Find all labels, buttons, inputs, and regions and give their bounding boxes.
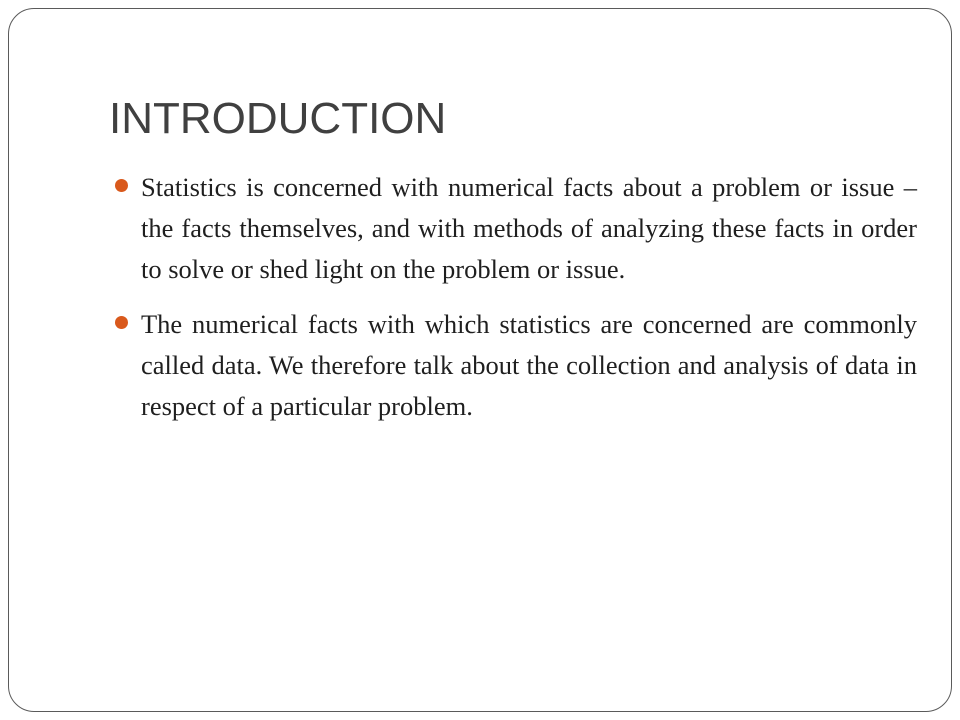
- slide-title: INTRODUCTION: [109, 94, 447, 143]
- bullet-dot-icon: [115, 316, 128, 329]
- bullet-dot-icon: [115, 179, 128, 192]
- bullet-item: [105, 167, 917, 290]
- bullet-list: [105, 167, 917, 441]
- bullet-item: [105, 304, 917, 427]
- slide-frame: [8, 8, 952, 712]
- bullet-text: Statistics is concerned with numerical facts about a problem or issue – the facts themselves, and with methods of analyzing these facts in order to solve or shed light on the problem or issue.: [141, 172, 917, 284]
- bullet-text: The numerical facts with which statistics are concerned are commonly called data. We therefore talk about the collection and analysis of data in respect of a particular problem.: [141, 309, 917, 421]
